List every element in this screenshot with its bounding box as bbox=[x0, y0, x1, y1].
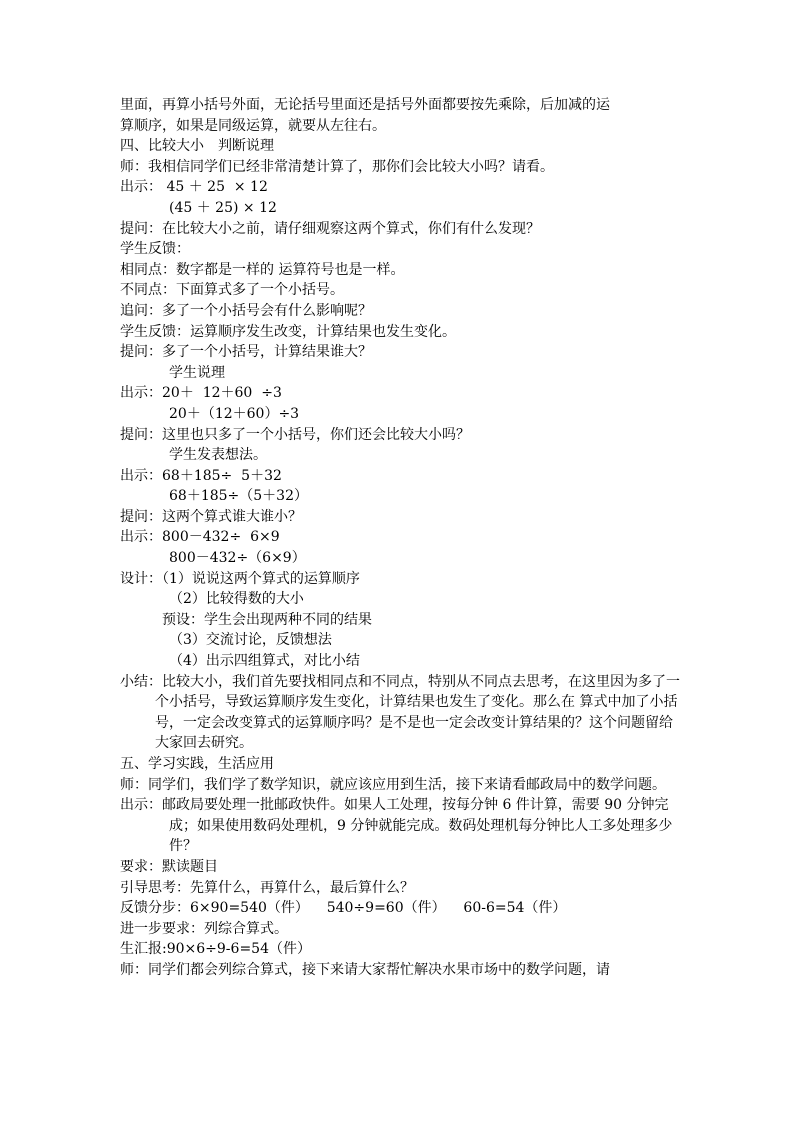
text-line: 追问：多了一个小括号会有什么影响呢？ bbox=[120, 302, 372, 319]
text-line: （2）比较得数的大小 bbox=[169, 591, 304, 608]
text-line: 要求：默读题目 bbox=[120, 858, 218, 875]
formula-line: 出示：800－432÷ 6×9 bbox=[120, 529, 280, 546]
section-heading: 五、学习实践，生活应用 bbox=[120, 756, 274, 772]
text-line: 不同点：下面算式多了一个小括号。 bbox=[120, 282, 344, 299]
text-line: 提问：这两个算式谁大谁小？ bbox=[120, 508, 302, 525]
summary-paragraph: 小结：比较大小，我们首先要找相同点和不同点，特别从不同点去思考，在这里因为多了一个小括号，导致运算顺序发生变化，计算结果也发生了变化。那么在 算式中加了小括号，一定会改变算式的运算顺序吗？是不是也一定会改变计算结果的？这个问题留给大家回去研究。 bbox=[120, 673, 680, 752]
text-line: 设计：（1）说说这两个算式的运算顺序 bbox=[120, 570, 360, 587]
formula-line: (45 ＋ 25) × 12 bbox=[169, 199, 277, 216]
text-line: 提问：在比较大小之前，请仔细观察这两个算式，你们有什么发现？ bbox=[120, 220, 540, 237]
text-line: 预设：学生会出现两种不同的结果 bbox=[162, 611, 372, 628]
text-line: 学生反馈： bbox=[120, 241, 190, 258]
section-heading: 四、比较大小 判断说理 bbox=[120, 138, 274, 155]
formula-line: 反馈分步：6×90=540（件） 540÷9=60（件） 60-6=54（件） bbox=[120, 900, 567, 917]
text-line: 师：同学们都会列综合算式，接下来请大家帮忙解决水果市场中的数学问题，请 bbox=[120, 961, 610, 978]
formula-line: 68＋185÷（5＋32） bbox=[169, 488, 308, 505]
text-line: 进一步要求：列综合算式。 bbox=[120, 920, 288, 937]
text-line: （4）出示四组算式，对比小结 bbox=[169, 653, 360, 670]
text-line: 师：我相信同学们已经非常清楚计算了，那你们会比较大小吗？请看。 bbox=[120, 158, 554, 175]
text-line: 算顺序，如果是同级运算，就要从左往右。 bbox=[120, 117, 386, 134]
formula-line: 出示：68＋185÷ 5＋32 bbox=[120, 467, 282, 484]
text-line: 相同点：数字都是一样的 运算符号也是一样。 bbox=[120, 261, 405, 278]
text-line: 学生说理 bbox=[169, 364, 225, 381]
formula-line: 800－432÷（6×9） bbox=[169, 550, 306, 567]
text-line: 学生反馈：运算顺序发生改变，计算结果也发生变化。 bbox=[120, 323, 456, 340]
text-paragraph: 师：同学们，我们学了数学知识，就应该应用到生活，接下来请看邮政局中的数学问题。 bbox=[120, 776, 666, 793]
formula-line: 20＋（12＋60）÷3 bbox=[169, 405, 300, 422]
formula-line: 出示：20＋ 12＋60 ÷3 bbox=[120, 385, 282, 402]
problem-paragraph: 出示：邮政局要处理一批邮政快件。如果人工处理，按每分钟 6 件计算，需要 90 分钟完成；如果使用数码处理机，9 分钟就能完成。数码处理机每分钟比人工多处理多少件？ bbox=[120, 797, 673, 855]
formula-line: 生汇报:90×6÷9-6=54（件） bbox=[120, 941, 311, 958]
text-line: 提问：多了一个小括号，计算结果谁大？ bbox=[120, 344, 372, 361]
text-line: （3）交流讨论，反馈想法 bbox=[169, 632, 332, 649]
text-line: 里面，再算小括号外面，无论括号里面还是括号外面都要按先乘除，后加减的运 bbox=[120, 97, 610, 113]
text-line: 学生发表想法。 bbox=[169, 447, 267, 464]
text-line: 提问：这里也只多了一个小括号，你们还会比较大小吗？ bbox=[120, 426, 470, 443]
text-line: 出示： 45 ＋ 25 × 12 bbox=[120, 179, 268, 196]
document-page bbox=[120, 95, 680, 981]
text-line: 引导思考：先算什么，再算什么，最后算什么？ bbox=[120, 879, 414, 896]
